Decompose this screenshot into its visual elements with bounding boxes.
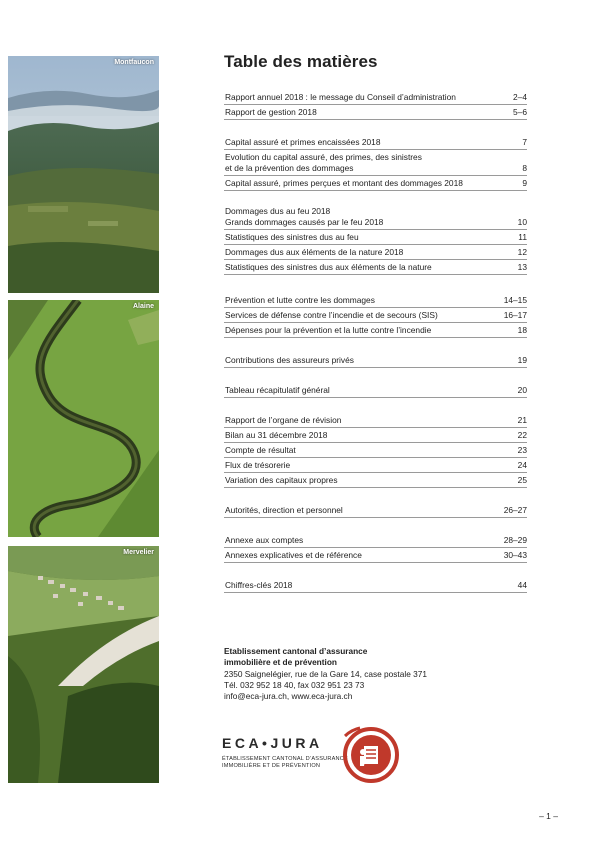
toc-entry-title: Dommages dus aux éléments de la nature 2018	[225, 247, 404, 257]
toc-entry-title: Autorités, direction et personnel	[225, 505, 343, 515]
toc-entry-pages: 22	[517, 430, 527, 440]
toc-entry[interactable]	[224, 293, 527, 308]
toc-entry-title-line2: et de la prévention des dommages	[225, 163, 354, 173]
photo-caption: Montfaucon	[114, 59, 154, 66]
postal-address: 2350 Saignelégier, rue de la Gare 14, case postale 371	[224, 668, 427, 679]
toc-entry[interactable]	[224, 176, 527, 191]
toc-entry-pages: 5–6	[513, 107, 527, 117]
toc-entry-title: Rapport de l’organe de révision	[225, 415, 342, 425]
toc-entry-pages: 20	[517, 385, 527, 395]
toc-entry[interactable]	[224, 533, 527, 548]
logo-subtitle-line2: IMMOBILIÈRE ET DE PRÉVENTION	[222, 763, 321, 769]
toc-entry[interactable]	[224, 308, 527, 323]
toc-entry-pages: 19	[517, 355, 527, 365]
toc-entry-pages: 23	[517, 445, 527, 455]
toc-entry-title: Annexes explicatives et de référence	[225, 550, 362, 560]
toc-entry[interactable]	[224, 230, 527, 245]
toc-entry-title: Contributions des assureurs privés	[225, 355, 354, 365]
toc-entry-title: Tableau récapitulatif général	[225, 385, 330, 395]
toc-entry-title: Statistiques des sinistres dus au feu	[225, 232, 359, 242]
eca-jura-logo	[222, 722, 402, 792]
toc-entry[interactable]	[224, 578, 527, 593]
toc-entry-title: Compte de résultat	[225, 445, 296, 455]
email-website[interactable]: info@eca-jura.ch, www.eca-jura.ch	[224, 691, 353, 702]
landscape-image	[8, 546, 159, 783]
toc-entry-pages: 13	[517, 262, 527, 272]
logo-wordmark: ECA•JURA	[222, 735, 323, 751]
toc-entry-title: Capital assuré, primes perçues et montant des dommages 2018	[225, 178, 463, 188]
toc-entry[interactable]	[224, 217, 527, 230]
toc-entry[interactable]	[224, 548, 527, 563]
toc-entry-pages: 9	[522, 178, 527, 188]
phone-fax: Tél. 032 952 18 40, fax 032 951 23 73	[224, 679, 365, 690]
organization-name-line2: immobilière et de prévention	[224, 657, 337, 668]
toc-entry-pages: 2–4	[513, 92, 527, 102]
toc-entry-title: Statistiques des sinistres dus aux éléments de la nature	[225, 262, 432, 272]
photo-alaine	[8, 300, 159, 537]
table-of-contents	[224, 90, 527, 593]
toc-entry-title: Capital assuré et primes encaissées 2018	[225, 137, 381, 147]
toc-entry[interactable]	[224, 90, 527, 105]
toc-entry-pages: 28–29	[503, 535, 527, 545]
toc-entry-pages: 30–43	[503, 550, 527, 560]
organization-address	[224, 646, 427, 702]
toc-entry[interactable]	[224, 245, 527, 260]
toc-entry-pages: 24	[517, 460, 527, 470]
toc-entry-title: Rapport annuel 2018 : le message du Conseil d’administration	[225, 92, 456, 102]
toc-entry[interactable]	[224, 323, 527, 338]
toc-entry[interactable]	[224, 260, 527, 275]
toc-entry-pages: 18	[517, 325, 527, 335]
toc-entry-title: Variation des capitaux propres	[225, 475, 338, 485]
toc-entry-title: Flux de trésorerie	[225, 460, 291, 470]
toc-entry[interactable]	[224, 413, 527, 428]
logo-emblem-icon	[340, 724, 400, 786]
toc-entry-pages: 44	[517, 580, 527, 590]
page-number: – 1 –	[539, 811, 558, 821]
toc-entry[interactable]	[224, 135, 527, 150]
toc-entry-title: Evolution du capital assuré, des primes, des sinistres	[225, 152, 422, 162]
toc-entry-title: Annexe aux comptes	[225, 535, 304, 545]
toc-entry[interactable]	[224, 458, 527, 473]
toc-entry-pages: 21	[517, 415, 527, 425]
toc-entry[interactable]	[224, 105, 527, 120]
toc-entry-pages: 14–15	[503, 295, 527, 305]
toc-entry[interactable]	[224, 503, 527, 518]
toc-entry-pages: 11	[518, 232, 527, 242]
toc-entry[interactable]	[224, 428, 527, 443]
toc-entry-title: Dépenses pour la prévention et la lutte contre l’incendie	[225, 325, 432, 335]
toc-entry[interactable]	[224, 473, 527, 488]
toc-entry-title: Grands dommages causés par le feu 2018	[225, 217, 384, 227]
toc-entry-pages: 12	[517, 247, 527, 257]
toc-entry-pages: 16–17	[503, 310, 527, 320]
toc-entry-title: Bilan au 31 décembre 2018	[225, 430, 328, 440]
toc-entry-pages: 10	[517, 217, 527, 227]
toc-entry-pages: 26–27	[503, 505, 527, 515]
toc-entry[interactable]	[224, 150, 527, 176]
photo-montfaucon	[8, 56, 159, 293]
photo-caption: Alaine	[132, 303, 154, 310]
toc-entry[interactable]	[224, 383, 527, 398]
landscape-image	[8, 300, 159, 537]
toc-entry-title: Chiffres-clés 2018	[225, 580, 293, 590]
photo-mervelier	[8, 546, 159, 783]
landscape-image	[8, 56, 159, 293]
toc-entry-pages: 7	[522, 137, 527, 147]
logo-subtitle-line1: ÉTABLISSEMENT CANTONAL D’ASSURANCE	[222, 756, 348, 762]
toc-entry[interactable]	[224, 443, 527, 458]
toc-entry-title: Prévention et lutte contre les dommages	[225, 295, 375, 305]
page-title: Table des matières	[224, 52, 378, 71]
toc-section-heading: Dommages dus au feu 2018	[225, 206, 331, 216]
toc-entry-pages: 25	[517, 475, 527, 485]
toc-entry[interactable]	[224, 353, 527, 368]
photo-caption: Mervelier	[123, 549, 154, 556]
toc-entry-pages: 8	[522, 163, 527, 173]
toc-entry-title: Services de défense contre l’incendie et de secours (SIS)	[225, 310, 438, 320]
organization-name-line1: Etablissement cantonal d’assurance	[224, 646, 368, 656]
toc-entry-title: Rapport de gestion 2018	[225, 107, 317, 117]
